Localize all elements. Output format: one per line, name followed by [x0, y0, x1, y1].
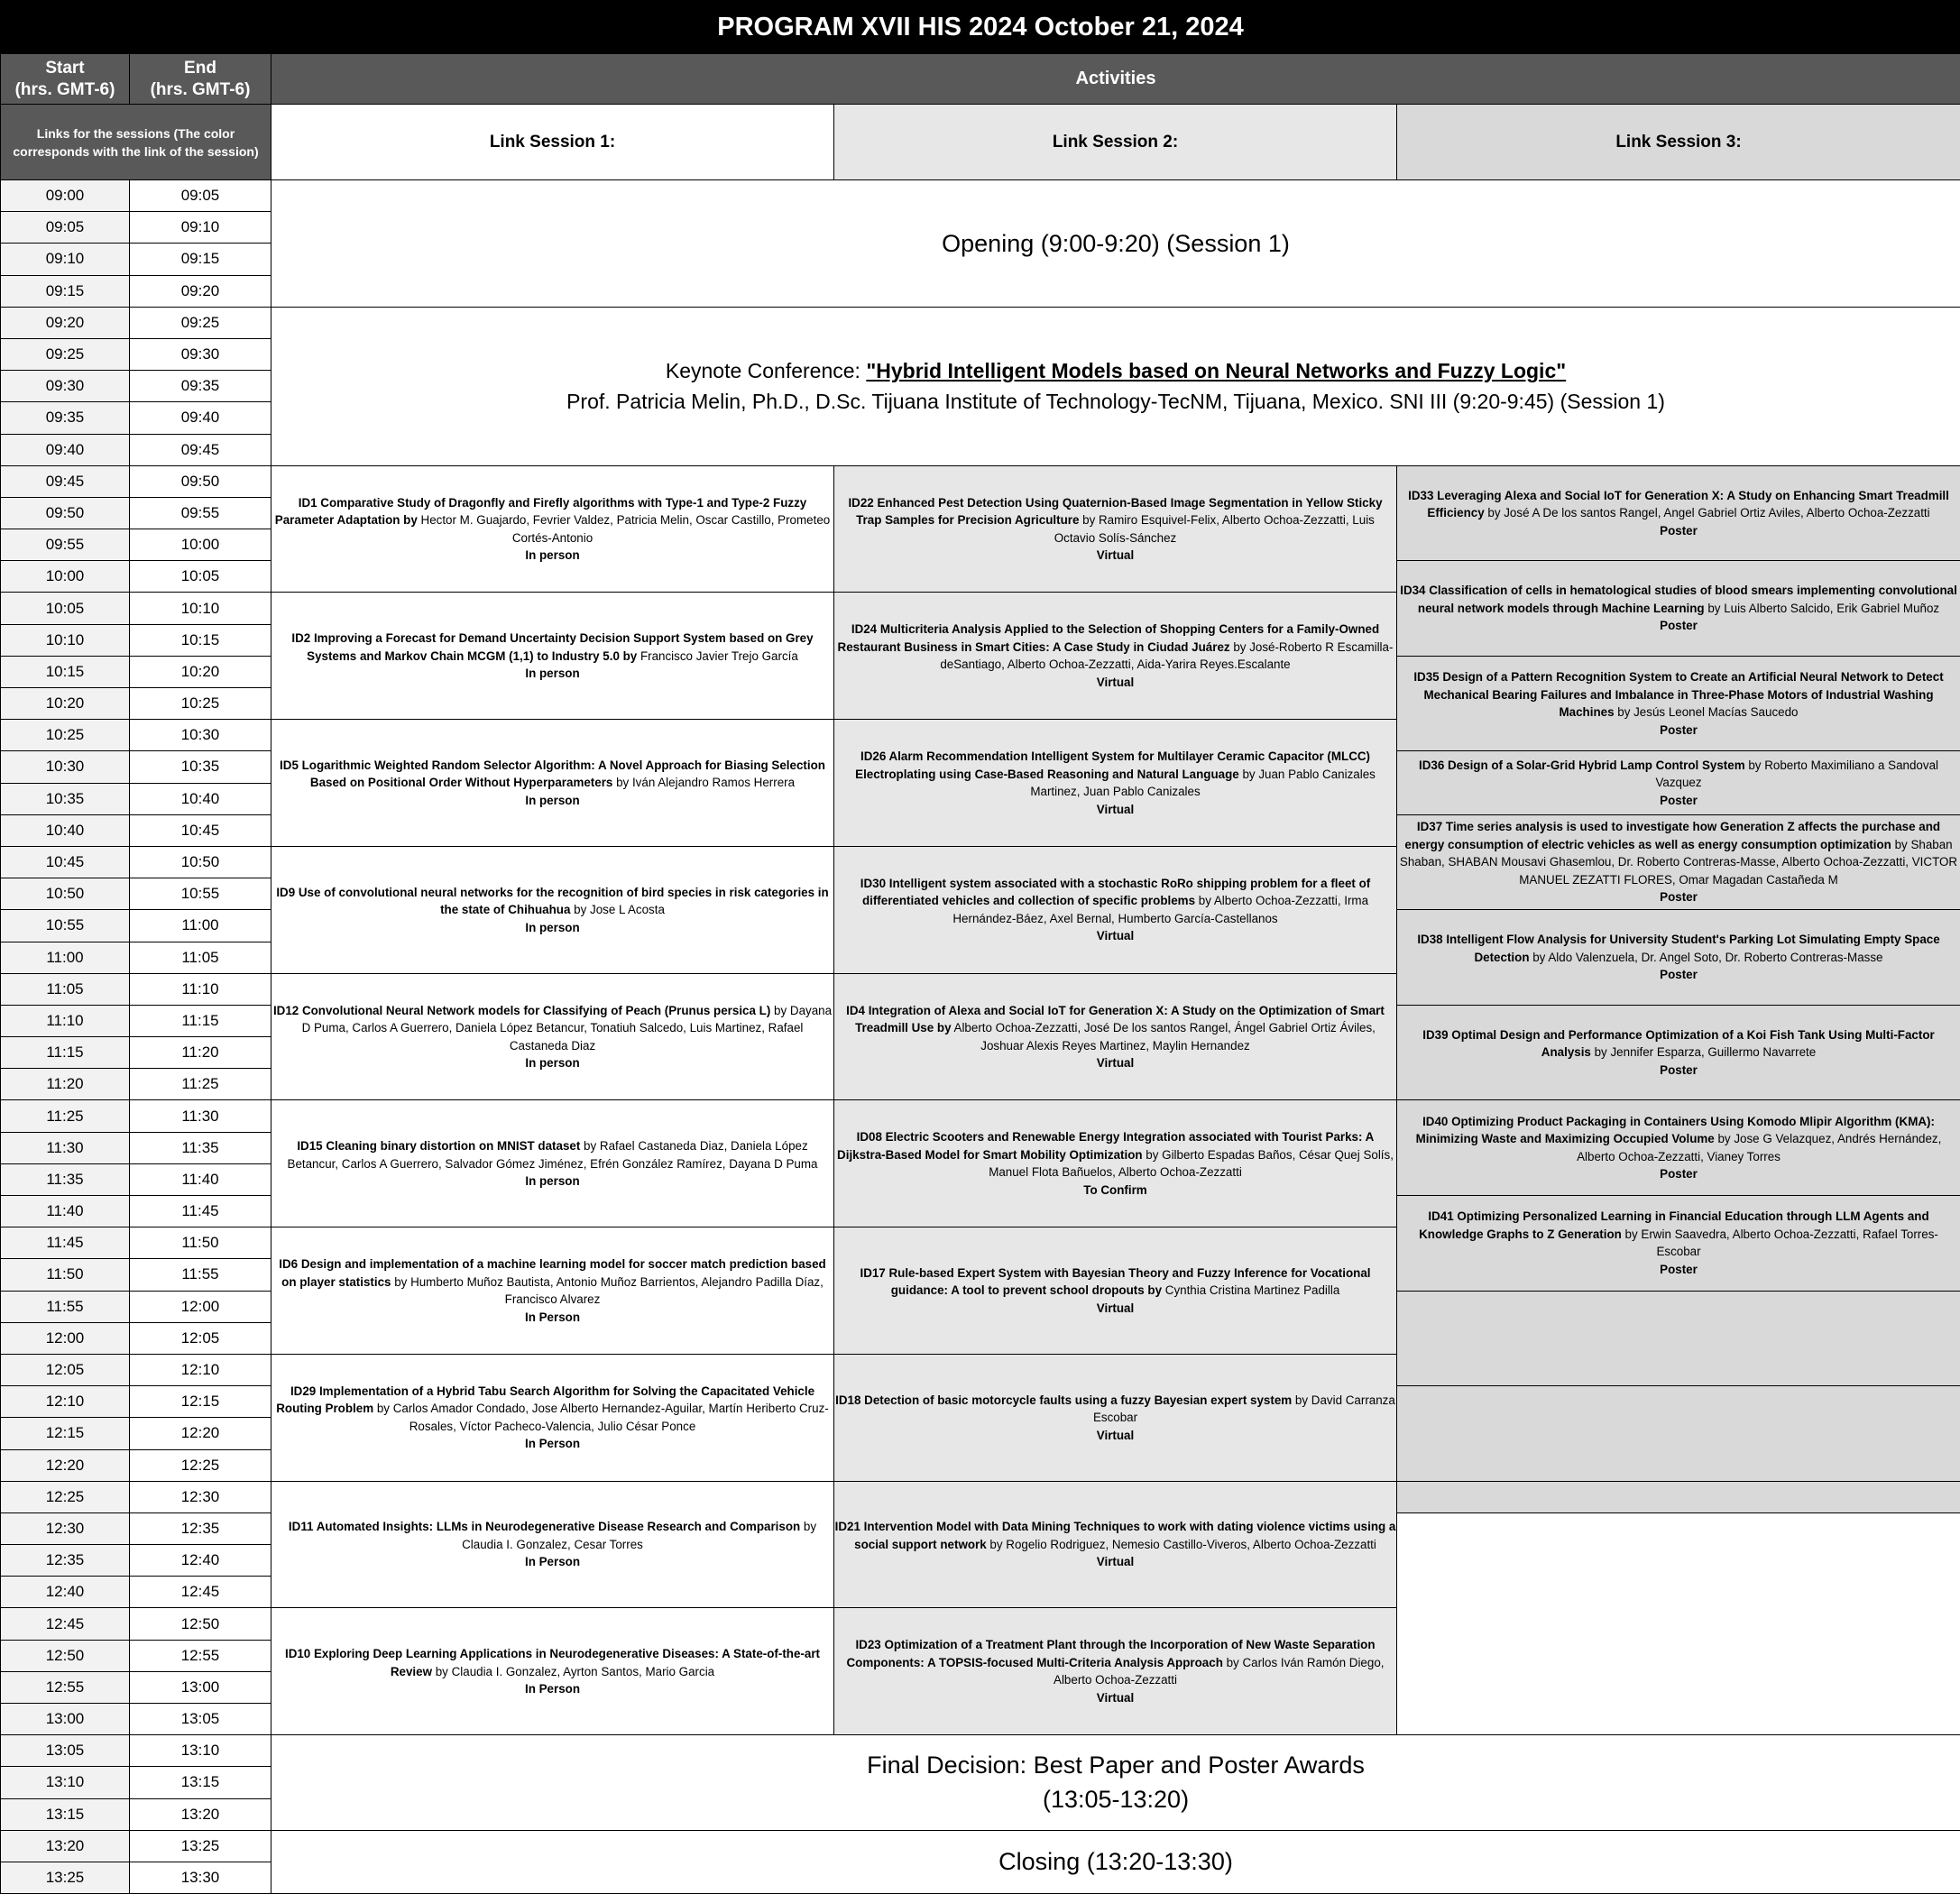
paper-authors: by Juan Pablo Canizales Martinez, Juan Pablo Canizales: [1030, 768, 1376, 799]
start-time: 11:50: [1, 1259, 130, 1291]
end-time: 13:25: [130, 1830, 271, 1862]
session1-paper: [271, 846, 834, 973]
start-time: 12:00: [1, 1322, 130, 1354]
session3-empty-slot: [1397, 1481, 1960, 1512]
keynote-speaker: Prof. Patricia Melin, Ph.D., D.Sc. Tijuana Institute of Technology-TecNM, Tijuana, Mexico. SNI III (9:20-9:45) (Session 1): [566, 390, 1665, 413]
paper-authors: by Carlos Iván Ramón Diego, Alberto Ochoa-Zezzatti: [1054, 1656, 1384, 1687]
paper-title: ID33 Leveraging Alexa and Social IoT for Generation X: A Study on Enhancing Smart Treadmill Efficiency: [1408, 489, 1949, 520]
end-time: 12:00: [130, 1291, 271, 1322]
presentation-mode: Virtual: [834, 1427, 1396, 1445]
session2-paper: [834, 1608, 1397, 1735]
start-time: 11:55: [1, 1291, 130, 1322]
session1-paper: [271, 593, 834, 720]
session1-paper: [271, 720, 834, 847]
presentation-mode: In Person: [271, 1309, 833, 1327]
presentation-mode: In person: [271, 919, 833, 937]
table-row: [1, 1830, 1960, 1862]
end-time: 12:25: [130, 1449, 271, 1481]
session3-empty-slot: [1397, 1291, 1960, 1386]
session3-paper: [1397, 1005, 1960, 1100]
end-time: 13:00: [130, 1671, 271, 1703]
end-time: 09:55: [130, 497, 271, 529]
session2-paper: [834, 1100, 1397, 1227]
paper-authors: by Iván Alejandro Ramos Herrera: [612, 776, 795, 789]
paper-title: ID34 Classification of cells in hematological studies of blood smears implementing convolutional neural network models through Machine Learning: [1400, 584, 1957, 615]
start-time: 13:10: [1, 1767, 130, 1798]
start-header: [1, 54, 130, 105]
paper-authors: by José A De los santos Rangel, Angel Gabriel Ortiz Aviles, Alberto Ochoa-Zezzatti: [1485, 506, 1930, 519]
presentation-mode: In person: [271, 1172, 833, 1191]
keynote-title: "Hybrid Intelligent Models based on Neural Networks and Fuzzy Logic": [866, 359, 1566, 382]
start-time: 10:30: [1, 751, 130, 783]
session1-paper: [271, 973, 834, 1100]
session1-paper: [271, 1100, 834, 1227]
paper-authors: by Rafael Castaneda Diaz, Daniela López Betancur, Carlos A Guerrero, Salvador Gómez Jiménez, Efrén González Ramírez, Dayana D Puma: [288, 1139, 818, 1171]
end-time: 09:30: [130, 338, 271, 370]
paper-authors: by Shaban Shaban, SHABAN Mousavi Ghasemlou, Dr. Roberto Contreras-Masse, Alberto Ochoa-Zezzatti, VICTOR MANUEL ZEZATTI FLORES, Omar Magadan Castañeda M: [1400, 838, 1957, 887]
start-time: 10:55: [1, 910, 130, 942]
paper-title: ID08 Electric Scooters and Renewable Energy Integration associated with Tourist Parks: A Dijkstra-Based Model for Smart Mobility Optimization: [837, 1130, 1374, 1162]
presentation-mode: In person: [271, 792, 833, 810]
end-time: 11:00: [130, 910, 271, 942]
start-time: 12:40: [1, 1577, 130, 1608]
end-time: 09:40: [130, 402, 271, 434]
start-time: 12:35: [1, 1545, 130, 1577]
paper-title: ID9 Use of convolutional neural networks for the recognition of bird species in risk categories in the state of Chihuahua: [276, 886, 828, 917]
start-time: 09:45: [1, 465, 130, 497]
table-row: [1, 1100, 1960, 1132]
end-time: 12:15: [130, 1386, 271, 1418]
paper-authors: by Rogelio Rodriguez, Nemesio Castillo-Viveros, Alberto Ochoa-Zezzatti: [987, 1538, 1376, 1551]
presentation-mode: Poster: [1397, 792, 1960, 810]
end-time: 10:50: [130, 846, 271, 878]
paper-authors: by Erwin Saavedra, Alberto Ochoa-Zezzatti, Rafael Torres-Escobar: [1622, 1227, 1938, 1259]
paper-title: ID30 Intelligent system associated with a stochastic RoRo shipping problem for a fleet of differentiated vehicles and collection of specific problems: [860, 877, 1371, 908]
paper-authors: by Carlos Amador Condado, Jose Alberto Hernandez-Aguilar, Martín Heriberto Cruz-Rosales, Víctor Pacheco-Valencia, Julio César Ponce: [373, 1402, 829, 1433]
end-time: 11:30: [130, 1100, 271, 1132]
start-time: 09:15: [1, 275, 130, 307]
start-time: 11:05: [1, 973, 130, 1005]
end-time: 12:20: [130, 1418, 271, 1449]
start-time: 10:40: [1, 814, 130, 846]
paper-authors: by Gilberto Espadas Baños, César Quej Solís, Manuel Flota Bañuelos, Alberto Ochoa-Zezzatti: [989, 1148, 1394, 1180]
end-time: 10:45: [130, 814, 271, 846]
start-time: 11:15: [1, 1037, 130, 1069]
end-time: 10:40: [130, 783, 271, 814]
start-time: 12:20: [1, 1449, 130, 1481]
presentation-mode: Virtual: [834, 1689, 1396, 1707]
end-time: 10:15: [130, 624, 271, 656]
table-row: [1, 180, 1960, 212]
end-time: 09:15: [130, 244, 271, 275]
session2-paper: [834, 720, 1397, 847]
presentation-mode: In Person: [271, 1680, 833, 1698]
start-time: 09:30: [1, 371, 130, 402]
link-session-2[interactable]: Link Session 2:: [834, 105, 1397, 180]
end-time: 12:10: [130, 1354, 271, 1385]
paper-authors: by Jose G Velazquez, Andrés Hernández, Alberto Ochoa-Zezzatti, Vianey Torres: [1577, 1132, 1941, 1163]
end-header-timezone: (hrs. GMT-6): [151, 80, 251, 99]
presentation-mode: In person: [271, 665, 833, 683]
session3-paper: [1397, 814, 1960, 910]
end-time: 11:25: [130, 1069, 271, 1100]
end-time: 11:55: [130, 1259, 271, 1291]
end-time: 09:25: [130, 307, 271, 338]
paper-title: ID26 Alarm Recommendation Intelligent System for Multilayer Ceramic Capacitor (MLCC) Electroplating using Case-Based Reasoning and Natural Language: [855, 749, 1370, 781]
link-session-3[interactable]: Link Session 3:: [1397, 105, 1960, 180]
paper-authors: by Claudia I. Gonzalez, Cesar Torres: [462, 1520, 816, 1551]
start-time: 10:45: [1, 846, 130, 878]
paper-title: ID10 Exploring Deep Learning Applications in Neurodegenerative Diseases: A State-of-the-art Review: [285, 1647, 820, 1678]
end-time: 10:10: [130, 593, 271, 624]
end-time: 10:35: [130, 751, 271, 783]
end-time: 11:50: [130, 1227, 271, 1259]
paper-title: ID35 Design of a Pattern Recognition System to Create an Artificial Neural Network to Detect Mechanical Bearing Failures and Imbalance in Three-Phase Motors of Industrial Washing Machines: [1413, 670, 1943, 719]
session3-paper: [1397, 656, 1960, 751]
end-time: 13:10: [130, 1735, 271, 1767]
end-time: 10:20: [130, 656, 271, 687]
end-time: 12:05: [130, 1322, 271, 1354]
start-time: 10:25: [1, 720, 130, 751]
paper-title: ID18 Detection of basic motorcycle faults using a fuzzy Bayesian expert system: [835, 1393, 1292, 1407]
start-time: 10:50: [1, 878, 130, 910]
awards-session: [271, 1735, 1960, 1831]
end-time: 10:00: [130, 529, 271, 561]
paper-title: ID6 Design and implementation of a machine learning model for soccer match prediction based on player statistics: [279, 1257, 825, 1289]
presentation-mode: Virtual: [834, 547, 1396, 565]
start-time: 11:25: [1, 1100, 130, 1132]
end-time: 11:05: [130, 942, 271, 973]
awards-time: (13:05-13:20): [1043, 1786, 1189, 1813]
paper-title: ID5 Logarithmic Weighted Random Selector Algorithm: A Novel Approach for Biasing Selection Based on Positional Order Without Hyperparameters: [280, 759, 825, 790]
session1-paper: [271, 1354, 834, 1481]
end-time: 12:35: [130, 1512, 271, 1544]
start-time: 11:00: [1, 942, 130, 973]
paper-authors: by David Carranza Escobar: [1093, 1393, 1395, 1425]
end-time: 13:20: [130, 1798, 271, 1830]
end-time: 09:05: [130, 180, 271, 212]
paper-title: ID12 Convolutional Neural Network models for Classifying of Peach (Prunus persica L): [273, 1004, 770, 1017]
end-time: 11:20: [130, 1037, 271, 1069]
presentation-mode: Poster: [1397, 1165, 1960, 1183]
start-time: 13:25: [1, 1862, 130, 1893]
paper-authors: by Ramiro Esquivel-Felix, Alberto Ochoa-Zezzatti, Luis Octavio Solís-Sánchez: [1054, 513, 1375, 545]
session2-paper: [834, 846, 1397, 973]
paper-title: ID29 Implementation of a Hybrid Tabu Search Algorithm for Solving the Capacitated Vehicle Routing Problem: [276, 1384, 814, 1416]
paper-authors: by Roberto Maximiliano a Sandoval Vazquez: [1655, 759, 1938, 790]
paper-title: ID40 Optimizing Product Packaging in Containers Using Komodo Mlipir Algorithm (KMA): Minimizing Waste and Maximizing Occupied Volume: [1416, 1115, 1935, 1146]
end-header-label: End: [184, 59, 216, 78]
session3-paper: [1397, 1100, 1960, 1196]
paper-authors: Hector M. Guajardo, Fevrier Valdez, Patricia Melin, Oscar Castillo, Prometeo Cortés-Antonio: [418, 513, 830, 545]
presentation-mode: Virtual: [834, 1553, 1396, 1571]
presentation-mode: Poster: [1397, 617, 1960, 635]
end-time: 10:05: [130, 561, 271, 593]
paper-authors: by Humberto Muñoz Bautista, Antonio Muñoz Barrientos, Alejandro Padilla Díaz, Francisco Alvarez: [394, 1275, 824, 1307]
end-time: 09:50: [130, 465, 271, 497]
start-time: 09:50: [1, 497, 130, 529]
end-time: 12:40: [130, 1545, 271, 1577]
table-row: [1, 465, 1960, 497]
presentation-mode: Poster: [1397, 1261, 1960, 1279]
end-time: 12:50: [130, 1608, 271, 1640]
start-time: 09:35: [1, 402, 130, 434]
end-header: [130, 54, 271, 105]
start-time: 12:10: [1, 1386, 130, 1418]
session1-paper: [271, 465, 834, 593]
end-time: 12:30: [130, 1481, 271, 1512]
end-time: 11:40: [130, 1163, 271, 1195]
presentation-mode: Virtual: [834, 927, 1396, 945]
start-time: 12:55: [1, 1671, 130, 1703]
presentation-mode: In Person: [271, 1553, 833, 1571]
start-time: 09:20: [1, 307, 130, 338]
paper-title: ID22 Enhanced Pest Detection Using Quaternion-Based Image Segmentation in Yellow Sticky Trap Samples for Precision Agriculture: [848, 496, 1382, 528]
link-session-1[interactable]: Link Session 1:: [271, 105, 834, 180]
session1-paper: [271, 1608, 834, 1735]
paper-title: ID4 Integration of Alexa and Social IoT for Generation X: A Study on the Optimization of Smart Treadmill Use by: [846, 1004, 1385, 1035]
table-row: [1, 1735, 1960, 1767]
start-time: 13:00: [1, 1704, 130, 1735]
paper-authors: by Jennifer Esparza, Guillermo Navarrete: [1591, 1045, 1816, 1059]
awards-title: Final Decision: Best Paper and Poster Awards: [867, 1751, 1365, 1779]
end-time: 11:45: [130, 1196, 271, 1227]
table-row: [1, 1481, 1960, 1512]
presentation-mode: Virtual: [834, 1054, 1396, 1072]
session2-paper: [834, 465, 1397, 593]
links-note: Links for the sessions (The color corresponds with the link of the session): [1, 105, 271, 180]
paper-title: ID24 Multicriteria Analysis Applied to the Selection of Shopping Centers for a Family-Owned Restaurant Business in Smart Cities: A Case Study in Ciudad Juárez: [838, 622, 1380, 654]
start-time: 12:05: [1, 1354, 130, 1385]
session3-paper: [1397, 561, 1960, 657]
start-time: 12:50: [1, 1640, 130, 1671]
end-time: 10:30: [130, 720, 271, 751]
presentation-mode: Poster: [1397, 966, 1960, 984]
paper-authors: by José-Roberto R Escamilla-deSantiago, Alberto Ochoa-Zezzatti, Aida-Yarira Reyes.Escalante: [940, 640, 1393, 672]
end-time: 12:55: [130, 1640, 271, 1671]
end-time: 11:15: [130, 1005, 271, 1036]
start-time: 11:35: [1, 1163, 130, 1195]
session3-empty-slot: [1397, 1386, 1960, 1482]
start-header-label: Start: [45, 59, 84, 78]
session2-paper: [834, 1227, 1397, 1355]
keynote-prefix: Keynote Conference:: [666, 359, 866, 382]
presentation-mode: Poster: [1397, 888, 1960, 906]
paper-authors: by Alberto Ochoa-Zezzatti, Irma Hernández-Báez, Axel Bernal, Humberto García-Castellanos: [952, 894, 1368, 925]
end-time: 11:10: [130, 973, 271, 1005]
table-row: [1, 307, 1960, 338]
paper-title: ID23 Optimization of a Treatment Plant through the Incorporation of New Waste Separation Components: A TOPSIS-focused Multi-Criteria Analysis Approach: [846, 1638, 1375, 1669]
paper-authors: by Luis Alberto Salcido, Erik Gabriel Muñoz: [1705, 602, 1940, 615]
paper-authors: Alberto Ochoa-Zezzatti, José De los santos Rangel, Ángel Gabriel Ortiz Áviles, Joshuar Alexis Reyes Martinez, Maylin Hernandez: [952, 1021, 1376, 1053]
end-time: 09:20: [130, 275, 271, 307]
start-time: 10:15: [1, 656, 130, 687]
session3-paper: [1397, 910, 1960, 1006]
session3-paper: [1397, 751, 1960, 814]
paper-title: ID2 Improving a Forecast for Demand Uncertainty Decision Support System based on Grey Systems and Markov Chain MCGM (1,1) to Industry 5.0 by: [291, 631, 813, 663]
end-time: 09:45: [130, 434, 271, 465]
start-time: 10:35: [1, 783, 130, 814]
opening-session: Opening (9:00-9:20) (Session 1): [271, 180, 1960, 308]
program-title: PROGRAM XVII HIS 2024 October 21, 2024: [1, 1, 1960, 54]
start-time: 10:10: [1, 624, 130, 656]
start-time: 11:40: [1, 1196, 130, 1227]
session2-paper: [834, 1481, 1397, 1608]
start-time: 11:10: [1, 1005, 130, 1036]
session3-paper: [1397, 1196, 1960, 1292]
presentation-mode: Virtual: [834, 1300, 1396, 1318]
paper-authors: by Jesús Leonel Macías Saucedo: [1615, 705, 1799, 719]
start-time: 13:05: [1, 1735, 130, 1767]
session2-paper: [834, 593, 1397, 720]
start-time: 09:05: [1, 212, 130, 244]
paper-authors: by Aldo Valenzuela, Dr. Angel Soto, Dr. Roberto Contreras-Masse: [1530, 951, 1883, 964]
presentation-mode: Virtual: [834, 674, 1396, 692]
presentation-mode: Poster: [1397, 722, 1960, 740]
keynote-conference: [271, 307, 1960, 465]
start-time: 12:45: [1, 1608, 130, 1640]
paper-title: ID15 Cleaning binary distortion on MNIST dataset: [297, 1139, 580, 1153]
paper-authors: Cynthia Cristina Martinez Padilla: [1162, 1283, 1339, 1297]
end-time: 10:55: [130, 878, 271, 910]
start-time: 11:45: [1, 1227, 130, 1259]
paper-title: ID39 Optimal Design and Performance Optimization of a Koi Fish Tank Using Multi-Factor Analysis: [1422, 1028, 1934, 1060]
start-time: 12:30: [1, 1512, 130, 1544]
start-time: 10:20: [1, 688, 130, 720]
presentation-mode: In person: [271, 547, 833, 565]
start-time: 12:15: [1, 1418, 130, 1449]
end-time: 11:35: [130, 1132, 271, 1163]
presentation-mode: In person: [271, 1054, 833, 1072]
end-time: 13:30: [130, 1862, 271, 1893]
session1-paper: [271, 1227, 834, 1355]
paper-title: ID37 Time series analysis is used to investigate how Generation Z affects the purchase and energy consumption of electric vehicles as well as energy consumption optimization: [1404, 820, 1940, 851]
paper-title: ID11 Automated Insights: LLMs in Neurodegenerative Disease Research and Comparison: [289, 1520, 800, 1533]
start-time: 11:20: [1, 1069, 130, 1100]
session3-paper: [1397, 465, 1960, 561]
session2-paper: [834, 1354, 1397, 1481]
presentation-mode: Poster: [1397, 522, 1960, 540]
paper-authors: Francisco Javier Trejo García: [637, 649, 798, 663]
end-time: 10:25: [130, 688, 271, 720]
paper-authors: by Jose L Acosta: [570, 903, 664, 916]
start-time: 12:25: [1, 1481, 130, 1512]
end-time: 09:10: [130, 212, 271, 244]
presentation-mode: Virtual: [834, 801, 1396, 819]
start-time: 09:55: [1, 529, 130, 561]
start-time: 13:20: [1, 1830, 130, 1862]
start-time: 09:00: [1, 180, 130, 212]
presentation-mode: To Confirm: [834, 1181, 1396, 1200]
session1-paper: [271, 1481, 834, 1608]
paper-title: ID1 Comparative Study of Dragonfly and Firefly algorithms with Type-1 and Type-2 Fuzzy Parameter Adaptation by: [275, 496, 806, 528]
table-row: [1, 1608, 1960, 1640]
start-time: 09:25: [1, 338, 130, 370]
start-time: 13:15: [1, 1798, 130, 1830]
presentation-mode: Poster: [1397, 1062, 1960, 1080]
start-time: 09:40: [1, 434, 130, 465]
paper-title: ID36 Design of a Solar-Grid Hybrid Lamp Control System: [1419, 759, 1745, 772]
session2-paper: [834, 973, 1397, 1100]
paper-title: ID17 Rule-based Expert System with Bayesian Theory and Fuzzy Inference for Vocational guidance: A tool to prevent school dropouts by: [860, 1266, 1370, 1298]
activities-header: Activities: [271, 54, 1960, 105]
presentation-mode: In Person: [271, 1435, 833, 1453]
paper-title: ID21 Intervention Model with Data Mining Techniques to work with dating violence victims using a social support network: [835, 1520, 1396, 1551]
paper-title: ID38 Intelligent Flow Analysis for University Student's Parking Lot Simulating Empty Space Detection: [1417, 933, 1939, 964]
paper-authors: by Claudia I. Gonzalez, Ayrton Santos, Mario Garcia: [432, 1665, 714, 1678]
start-header-timezone: (hrs. GMT-6): [15, 80, 115, 99]
paper-title: ID41 Optimizing Personalized Learning in Financial Education through LLM Agents and Knowledge Graphs to Z Generation: [1419, 1209, 1929, 1241]
end-time: 13:15: [130, 1767, 271, 1798]
paper-authors: by Dayana D Puma, Carlos A Guerrero, Daniela López Betancur, Tonatiuh Salcedo, Luis Martinez, Rafael Castaneda Diaz: [302, 1004, 832, 1053]
start-time: 09:10: [1, 244, 130, 275]
end-time: 12:45: [130, 1577, 271, 1608]
start-time: 10:05: [1, 593, 130, 624]
start-time: 11:30: [1, 1132, 130, 1163]
start-time: 10:00: [1, 561, 130, 593]
closing-session: Closing (13:20-13:30): [271, 1830, 1960, 1893]
end-time: 09:35: [130, 371, 271, 402]
end-time: 13:05: [130, 1704, 271, 1735]
